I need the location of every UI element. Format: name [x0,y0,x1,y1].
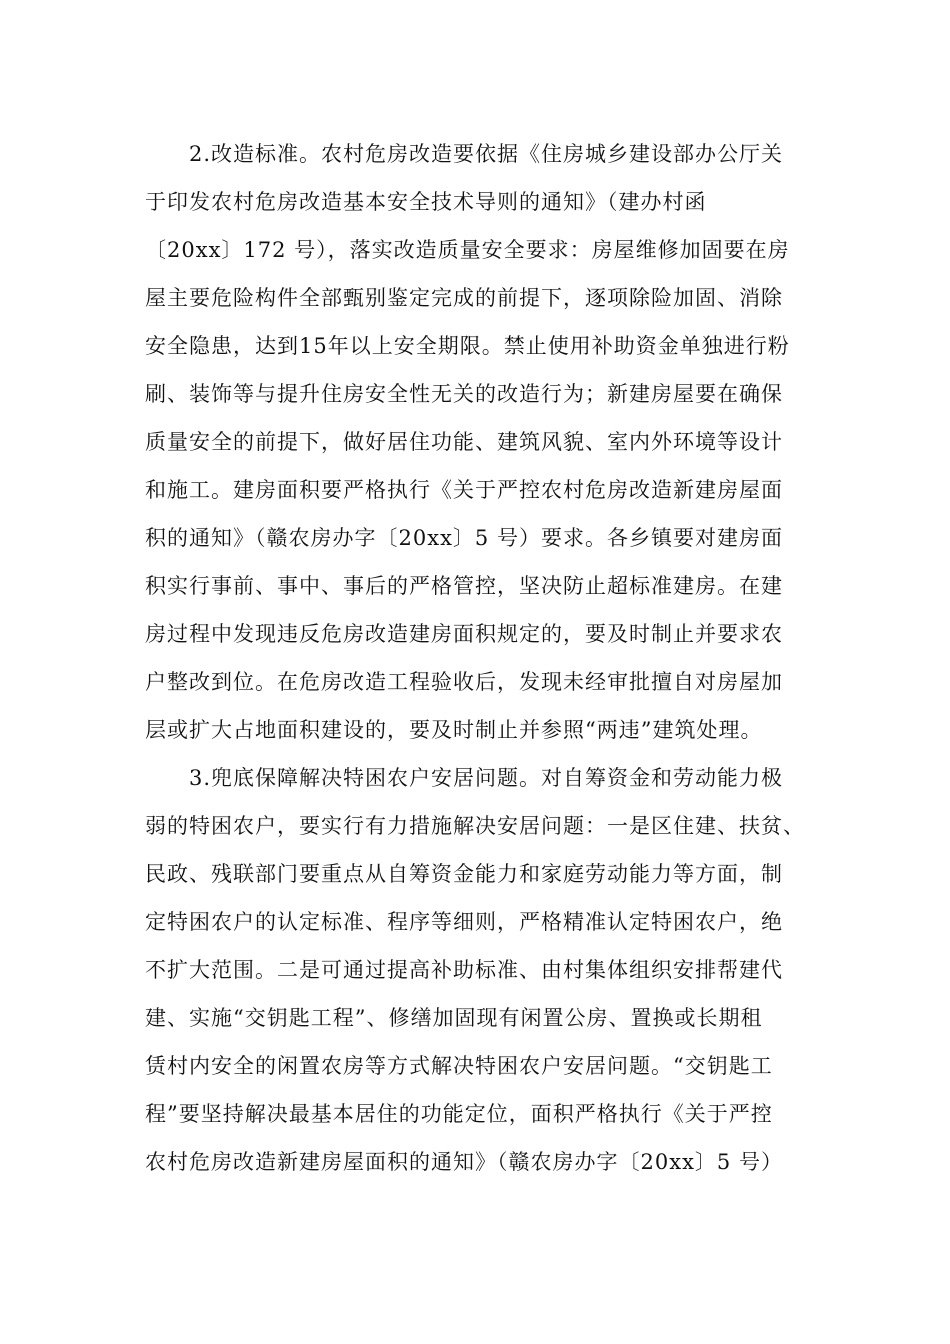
text-line: 于印发农村危房改造基本安全技术导则的通知》（建办村函 [145,190,707,214]
text-line: 民政、残联部门要重点从自筹资金能力和家庭劳动能力等方面，制 [145,862,783,886]
text-line: 〔20xx〕172 号），落实改造质量安全要求：房屋维修加固要在房 [145,238,790,262]
text-line: 建、实施“交钥匙工程”、修缮加固现有闲置公房、置换或长期租 [145,1006,763,1030]
text-line: 和施工。建房面积要严格执行《关于严控农村危房改造新建房屋面 [145,478,783,502]
text-line: 弱的特困农户，要实行有力措施解决安居问题：一是区住建、扶贫、 [145,814,805,838]
text-line: 安全隐患，达到15年以上安全期限。禁止使用补助资金单独进行粉 [145,334,790,358]
text-line: 刷、装饰等与提升住房安全性无关的改造行为；新建房屋要在确保 [145,382,783,406]
text-line: 积实行事前、事中、事后的严格管控，坚决防止超标准建房。在建 [145,574,783,598]
text-line: 层或扩大占地面积建设的，要及时制止并参照“两违”建筑处理。 [145,718,763,742]
text-line: 积的通知》（赣农房办字〔20xx〕5 号）要求。各乡镇要对建房面 [145,526,783,550]
text-line: 2.改造标准。农村危房改造要依据《住房城乡建设部办公厅关 [189,142,784,166]
text-line: 定特困农户的认定标准、程序等细则，严格精准认定特困农户，绝 [145,910,783,934]
text-line: 3.兜底保障解决特困农户安居问题。对自筹资金和劳动能力极 [189,766,784,790]
paragraph-reconstruction-standard [145,130,810,754]
paragraph-poverty-housing-guarantee [145,754,810,1186]
text-line: 不扩大范围。二是可通过提高补助标准、由村集体组织安排帮建代 [145,958,783,982]
text-line: 质量安全的前提下，做好居住功能、建筑风貌、室内外环境等设计 [145,430,783,454]
text-line: 程”要坚持解决最基本居住的功能定位，面积严格执行《关于严控 [145,1102,773,1126]
document-body [145,130,810,1186]
text-line: 户整改到位。在危房改造工程验收后，发现未经审批擅自对房屋加 [145,670,783,694]
text-line: 农村危房改造新建房屋面积的通知》（赣农房办字〔20xx〕5 号） [145,1150,783,1174]
text-line: 赁村内安全的闲置农房等方式解决特困农户安居问题。“交钥匙工 [145,1054,773,1078]
text-line: 房过程中发现违反危房改造建房面积规定的，要及时制止并要求农 [145,622,783,646]
text-line: 屋主要危险构件全部甄别鉴定完成的前提下，逐项除险加固、消除 [145,286,783,310]
